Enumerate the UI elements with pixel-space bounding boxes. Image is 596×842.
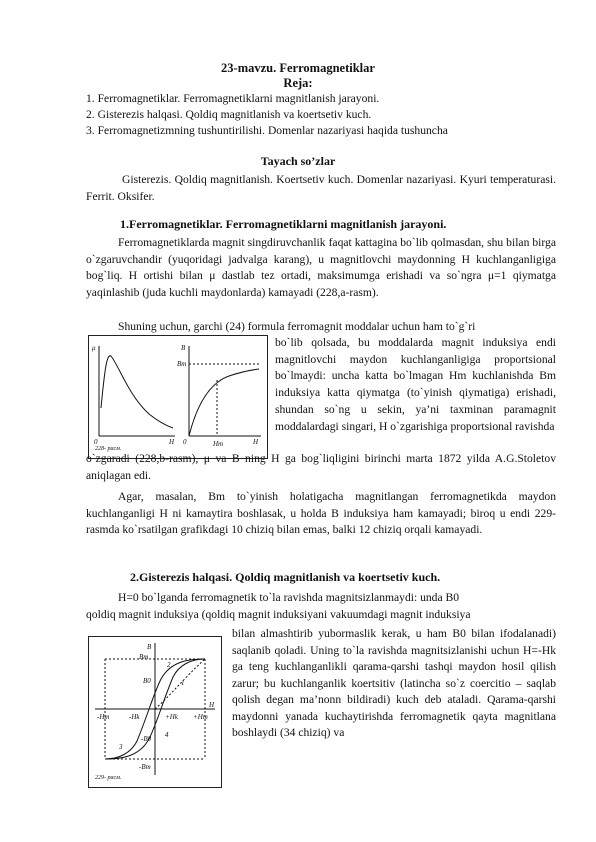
- svg-text:B: B: [181, 344, 186, 352]
- svg-text:0: 0: [183, 438, 187, 446]
- svg-text:2: 2: [167, 661, 171, 669]
- plan-item: 3. Ferromagnetizmning tushuntirilishi. Domenlar nazariyasi haqida tushuncha: [86, 124, 448, 137]
- svg-text:B: B: [147, 643, 152, 651]
- section1-paragraph-1: Ferromagnetiklarda magnit singdiruvchanlik faqat kattagina bo`lib qolmasdan, shu bilan birga o`zgaruvchandir (yuqoridagi jadvalga karang), u magnitlovchi maydonning H kuchlanganligiga bog`liq. H ortishi bilan μ dastlab tez ortadi, maksimumga erishadi va so`ngra μ=1 qiymatga yaqinlashib (juda kuchli maydonlarda) kamayadi (228,a-rasm).: [86, 236, 556, 300]
- plan-item: 1. Ferromagnetiklar. Ferromagnetiklarni magnitlanish jarayoni.: [86, 92, 380, 105]
- svg-text:-Hk: -Hk: [129, 713, 140, 721]
- svg-text:H: H: [209, 701, 215, 709]
- svg-text:H: H: [169, 438, 175, 446]
- svg-text:Bm: Bm: [177, 360, 187, 368]
- svg-text:Bm: Bm: [139, 653, 149, 661]
- keywords-text: Gisterezis. Qoldiq magnitlanish. Koertsetiv kuch. Domenlar nazariyasi. Kyuri temperaturasi. Ferrit. Oksifer.: [86, 173, 556, 203]
- svg-text:Hm: Hm: [213, 440, 224, 448]
- plan-heading: Reja:: [283, 76, 313, 90]
- section2-paragraph-1-side: bilan almashtirib yubormaslik kerak, u ham B0 bilan ifodalanadi) saqlanib qoladi. Uning to`la ravishda magnitsizlanishi uchun H=-Hk ga teng kuchlanganlikli qarama-qarshi tashqi maydon hosil qilish zarur; bu kuchlanganlik koertsitiv (latincha so`z coercitio – saqlab qolish degan ma’nonn bildiradi) kuch deb ataladi. Qarama-qarshi maydonni yanada kuchaytirishda ferromagnetik qayta magnitlana boshlaydi (34 chiziq) va: [232, 627, 556, 739]
- section1-paragraph-2-first: Shuning uchun, garchi (24) formula ferromagnit moddalar uchun ham to`g`ri: [118, 320, 476, 333]
- plan-item: 2. Gisterezis halqasi. Qoldiq magnitlanish va koertsetiv kuch.: [86, 108, 372, 121]
- section2-heading: 2.Gisterezis halqasi. Qoldiq magnitlanish va koertsetiv kuch.: [130, 570, 441, 584]
- svg-text:+Hm: +Hm: [193, 713, 208, 721]
- section1-paragraph-3: Agar, masalan, Bm to`yinish holatigacha magnitlangan ferromagnetikda maydon kuchlanganligi H ni kamaytira boshlasak, u holda B induksiya ham kamayadi; biroq u endi 229-rasmda ko`rsatilgan grafikdagi 10 chiziq bilan emas, balki 12 chiziq orqali kamayadi.: [86, 490, 556, 537]
- svg-text:+Hk: +Hk: [165, 713, 178, 721]
- svg-text:1: 1: [181, 679, 185, 687]
- svg-text:4: 4: [165, 731, 169, 739]
- keywords-heading: Tayach so’zlar: [260, 154, 336, 168]
- figure-229-caption: 229- расм.: [95, 775, 122, 781]
- section2-paragraph-1-second: qoldiq magnit induksiya (qoldiq magnit induksiyani vakuumdagi magnit induksiya: [86, 608, 471, 621]
- figure-228: [88, 335, 268, 459]
- section1-heading: 1.Ferromagnetiklar. Ferromagnetiklarni magnitlanish jarayoni.: [120, 217, 447, 231]
- svg-text:μ: μ: [92, 344, 96, 352]
- figure-229-hysteresis-loop: [89, 637, 221, 787]
- svg-text:H: H: [253, 438, 259, 446]
- svg-text:-Bm: -Bm: [139, 763, 151, 771]
- svg-text:3: 3: [119, 743, 123, 751]
- svg-text:0: 0: [94, 438, 98, 446]
- figure-229: [88, 636, 222, 788]
- figure-228-caption: 228- расм.: [95, 446, 122, 452]
- section1-paragraph-2-rest: o`zgaradi (228,b-rasm), μ va B ning H ga bog`liqligini birinchi marta 1872 yilda A.G.Stoletov aniqlagan edi.: [86, 452, 556, 482]
- figure-228-graphs: [89, 336, 267, 458]
- svg-text:-Hm: -Hm: [97, 713, 110, 721]
- section1-paragraph-2-side: bo`lib qolsada, bu moddalarda magnit induksiya endi magnitlovchi maydon kuchlanganligiga proportsional bo`lmaydi: uncha katta bo`lmagan Hm kuchlanishda Bm induksiya katta qiymatga (to`yinish qiymatiga) erishadi, shundan so`ng u sekin, ya’ni taxminan paramagnit moddalardagi singari, H o`zgarishiga proportsional ravishda: [275, 336, 556, 433]
- page-title: 23-mavzu. Ferromagnetiklar: [221, 61, 375, 75]
- svg-text:-B0: -B0: [141, 735, 152, 743]
- svg-text:B0: B0: [143, 677, 151, 685]
- section2-paragraph-1-first: H=0 bo`lganda ferromagnetik to`la ravishda magnitsizlanmaydi: unda B0: [118, 591, 460, 604]
